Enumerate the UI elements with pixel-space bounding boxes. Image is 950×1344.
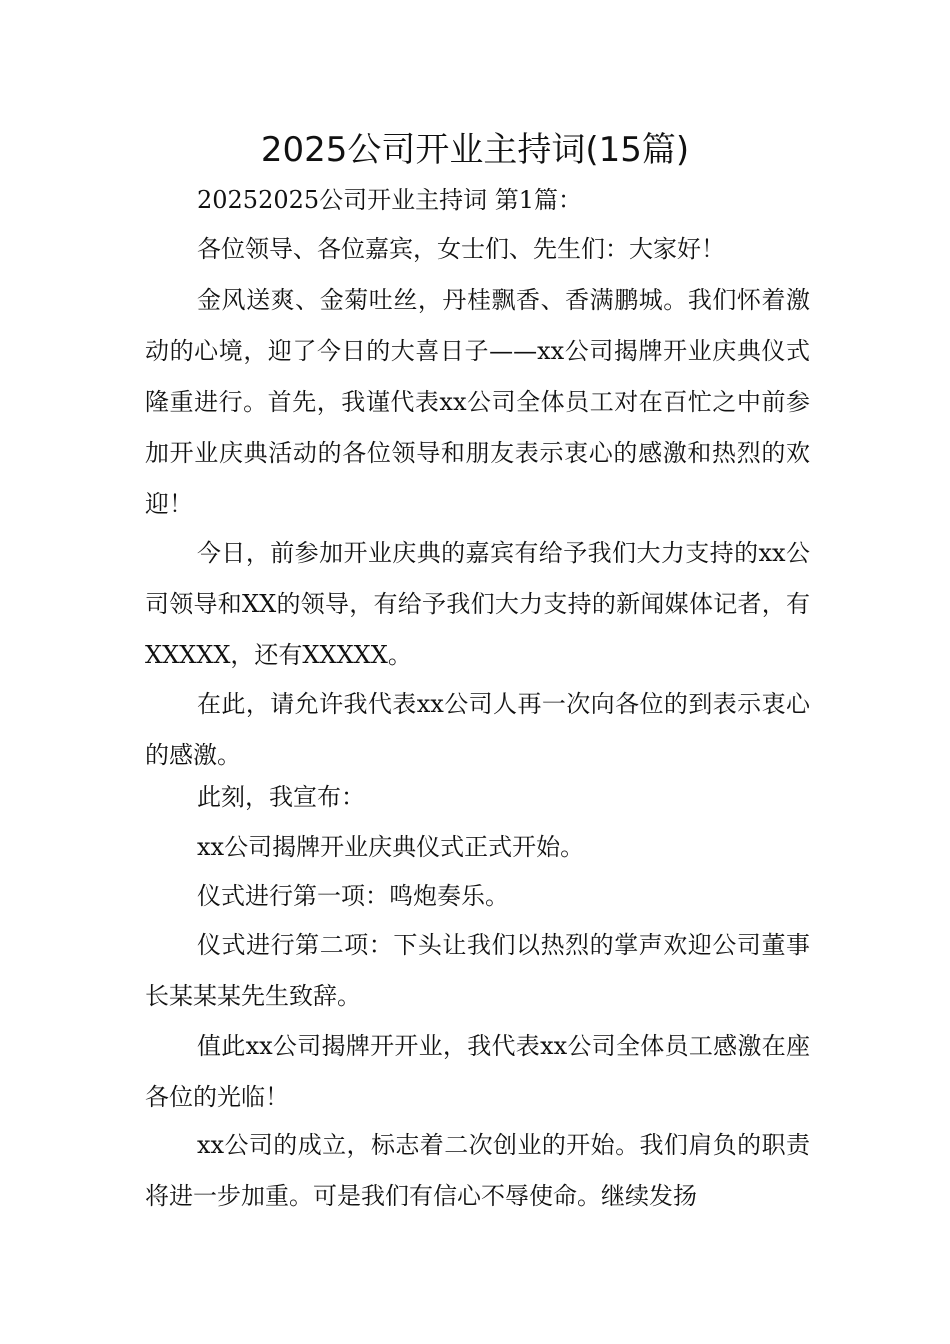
paragraph-4: 今日，前参加开业庆典的嘉宾有给予我们大力支持的xx公司领导和XX的领导，有给予我们大力支持的新闻媒体记者，有XXXXX，还有XXXXX。: [145, 539, 810, 669]
paragraph-5: 在此，请允许我代表xx公司人再一次向各位的到表示衷心的感激。: [145, 690, 810, 769]
document-title: 2025公司开业主持词(15篇): [260, 130, 690, 170]
paragraph-2: 各位领导、各位嘉宾，女士们、先生们：大家好！: [197, 235, 725, 263]
paragraph-1: 20252025公司开业主持词 第1篇：: [197, 186, 583, 214]
paragraph-10: 值此xx公司揭牌开开业，我代表xx公司全体员工感激在座各位的光临！: [145, 1032, 810, 1111]
paragraph-7: xx公司揭牌开业庆典仪式正式开始。: [197, 833, 585, 861]
paragraph-6: 此刻，我宣布：: [197, 783, 365, 811]
paragraph-9: 仪式进行第二项：下头让我们以热烈的掌声欢迎公司董事长某某某先生致辞。: [145, 931, 810, 1010]
paragraph-11: xx公司的成立，标志着二次创业的开始。我们肩负的职责将进一步加重。可是我们有信心不辱使命。继续发扬: [145, 1131, 810, 1210]
paragraph-8: 仪式进行第一项：鸣炮奏乐。: [197, 882, 509, 910]
paragraph-3: 金风送爽、金菊吐丝，丹桂飘香、香满鹏城。我们怀着激动的心境，迎了今日的大喜日子——xx公司揭牌开业庆典仪式隆重进行。首先，我谨代表xx公司全体员工对在百忙之中前参加开业庆典活动的各位领导和朋友表示衷心的感激和热烈的欢迎！: [145, 286, 810, 518]
